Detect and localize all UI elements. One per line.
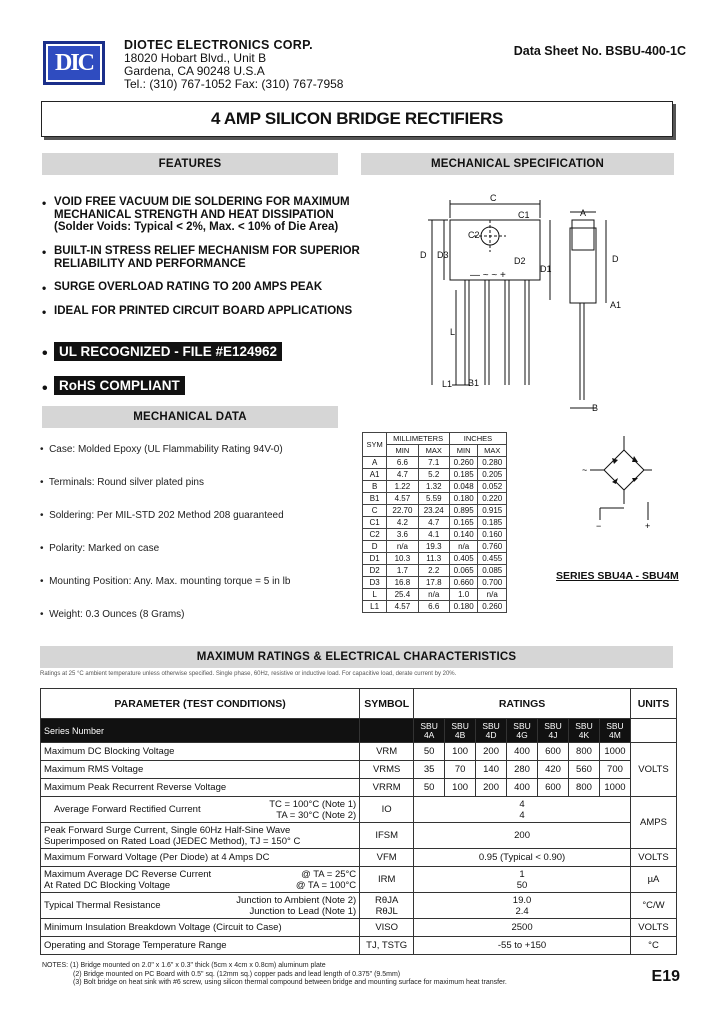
- mech-data-item: [40, 477, 204, 488]
- bullet-icon: •: [40, 609, 44, 620]
- dimension-symbol: D3: [363, 577, 387, 589]
- dimension-value: 0.052: [478, 481, 507, 493]
- thermal-values: [414, 893, 631, 919]
- dimension-value: 0.065: [449, 565, 478, 577]
- datasheet-number: Data Sheet No. BSBU-400-1C: [513, 44, 686, 58]
- series-number-label: Series Number: [41, 719, 360, 743]
- mech-data-item: [40, 543, 159, 554]
- ratings-table: [40, 688, 677, 955]
- vrm-value: 200: [476, 743, 507, 761]
- dimension-symbol: C2: [363, 529, 387, 541]
- vrm-value: 1000: [599, 743, 630, 761]
- dimension-value: n/a: [418, 589, 449, 601]
- thermal-condition: Junction to Ambient (Note 2): [236, 894, 357, 906]
- min-header: MIN: [387, 445, 418, 457]
- thermal-symbol: RθJA: [375, 894, 399, 906]
- max-header: MAX: [478, 445, 507, 457]
- series-code: SBU 4D: [476, 719, 507, 743]
- vrm-label: Maximum DC Blocking Voltage: [41, 743, 360, 761]
- plus-symbol: +: [645, 521, 651, 531]
- dimension-symbol: A1: [363, 469, 387, 481]
- series-label: SERIES SBU4A - SBU4M: [556, 570, 679, 582]
- units-blank: [630, 719, 676, 743]
- min-header: MIN: [449, 445, 478, 457]
- vrm-value: 800: [569, 743, 600, 761]
- series-code: SBU 4J: [538, 719, 569, 743]
- address-line-2: Gardena, CA 90248 U.S.A: [124, 64, 265, 78]
- tj-value: -55 to +150: [414, 937, 631, 955]
- bullet-icon: •: [42, 345, 48, 362]
- units-header: UNITS: [630, 689, 676, 719]
- dimension-row: [363, 577, 507, 589]
- vrrm-value: 200: [476, 779, 507, 797]
- feature-text: IDEAL FOR PRINTED CIRCUIT BOARD APPLICATIONS: [54, 305, 353, 317]
- vfm-symbol: VFM: [360, 849, 414, 867]
- footnotes: [42, 962, 507, 988]
- dimension-value: 23.24: [418, 505, 449, 517]
- thermal-value: 2.4: [515, 905, 529, 917]
- dimension-table: [362, 432, 507, 613]
- irm-label: At Rated DC Blocking Voltage: [44, 879, 171, 891]
- dimension-value: 1.7: [387, 565, 418, 577]
- bullet-icon: •: [42, 305, 47, 319]
- vfm-value: 0.95 (Typical < 0.90): [414, 849, 631, 867]
- phone-fax: Tel.: (310) 767-1052 Fax: (310) 767-7958: [124, 77, 344, 91]
- dimension-value: 4.57: [387, 493, 418, 505]
- tj-symbol: TJ, TSTG: [360, 937, 414, 955]
- dim-label: L: [450, 327, 456, 337]
- dimension-value: 25.4: [387, 589, 418, 601]
- vrm-value: 100: [445, 743, 476, 761]
- io-symbol: IO: [360, 797, 414, 823]
- ul-recognized-badge: UL RECOGNIZED - FILE #E124962: [54, 342, 282, 361]
- dimension-symbol: D2: [363, 565, 387, 577]
- bridge-schematic: [576, 432, 666, 532]
- dimension-value: 1.22: [387, 481, 418, 493]
- vrms-value: 700: [599, 761, 630, 779]
- vrms-value: 70: [445, 761, 476, 779]
- dimension-value: 0.185: [478, 517, 507, 529]
- dimension-row: [363, 469, 507, 481]
- dimension-value: 2.2: [418, 565, 449, 577]
- dim-label: D2: [514, 256, 526, 266]
- vfm-unit: VOLTS: [630, 849, 676, 867]
- address-line-1: 18020 Hobart Blvd., Unit B: [124, 51, 267, 65]
- feature-text: BUILT-IN STRESS RELIEF MECHANISM FOR SUPERIOR RELIABILITY AND PERFORMANCE: [54, 245, 360, 270]
- irm-cell: [41, 867, 360, 893]
- mm-header: MILLIMETERS: [387, 433, 450, 445]
- dimension-value: 0.660: [449, 577, 478, 589]
- logo-text: DIC: [48, 46, 100, 80]
- series-symbol-cell: [360, 719, 414, 743]
- irm-unit: µA: [630, 867, 676, 893]
- dimension-row: [363, 529, 507, 541]
- dimension-value: 5.2: [418, 469, 449, 481]
- symbol-header: SYMBOL: [360, 689, 414, 719]
- series-code: SBU 4A: [414, 719, 445, 743]
- series-code: SBU 4G: [507, 719, 538, 743]
- volts-unit: VOLTS: [630, 743, 676, 797]
- ifsm-symbol: IFSM: [360, 823, 414, 849]
- dimension-value: 0.455: [478, 553, 507, 565]
- dimension-value: 0.185: [449, 469, 478, 481]
- dimension-value: n/a: [449, 541, 478, 553]
- ratings-heading: MAXIMUM RATINGS & ELECTRICAL CHARACTERISTICS: [40, 646, 673, 668]
- ifsm-label: Superimposed on Rated Load (JEDEC Method), TJ = 150° C: [44, 835, 301, 847]
- dim-label: C2: [468, 230, 480, 240]
- io-values: [414, 797, 631, 823]
- dimension-value: 0.205: [478, 469, 507, 481]
- dim-label: C1: [518, 210, 530, 220]
- param-header: PARAMETER (TEST CONDITIONS): [41, 689, 360, 719]
- vrm-value: 400: [507, 743, 538, 761]
- dimension-value: 0.915: [478, 505, 507, 517]
- dimension-value: 10.3: [387, 553, 418, 565]
- vrm-symbol: VRM: [360, 743, 414, 761]
- dimension-row: [363, 601, 507, 613]
- vrrm-value: 600: [538, 779, 569, 797]
- thermal-condition: Junction to Lead (Note 1): [249, 905, 357, 917]
- irm-condition: @ TA = 100°C: [295, 879, 357, 891]
- dimension-symbol: L1: [363, 601, 387, 613]
- mech-data-text: Case: Molded Epoxy (UL Flammability Rating 94V-0): [49, 444, 283, 455]
- dimension-row: [363, 589, 507, 601]
- irm-value: 1: [519, 868, 525, 880]
- vrrm-value: 400: [507, 779, 538, 797]
- bullet-icon: •: [40, 477, 44, 488]
- bullet-icon: •: [40, 510, 44, 521]
- io-condition: TC = 100°C (Note 1): [269, 798, 357, 810]
- series-code: SBU 4M: [599, 719, 630, 743]
- dimension-symbol: C1: [363, 517, 387, 529]
- dimension-value: 0.260: [478, 601, 507, 613]
- dimension-value: 0.180: [449, 493, 478, 505]
- viso-label: Minimum Insulation Breakdown Voltage (Circuit to Case): [41, 919, 360, 937]
- mech-data-heading: MECHANICAL DATA: [42, 406, 338, 428]
- dim-label: A1: [610, 300, 622, 310]
- dimension-row: [363, 457, 507, 469]
- mech-data-text: Polarity: Marked on case: [49, 543, 160, 554]
- footnote: NOTES: (1) Bridge mounted on 2.0" x 1.6" x 0.3" thick (5cm x 4cm x 0.8cm) aluminum plate: [42, 962, 326, 969]
- bullet-icon: •: [42, 245, 47, 259]
- vrrm-label: Maximum Peak Recurrent Reverse Voltage: [41, 779, 360, 797]
- tj-unit: °C: [630, 937, 676, 955]
- dimension-symbol: B: [363, 481, 387, 493]
- sym-header: SYM: [363, 433, 387, 457]
- dimension-value: 0.760: [478, 541, 507, 553]
- mech-spec-heading: MECHANICAL SPECIFICATION: [361, 153, 674, 175]
- thermal-cell: [41, 893, 360, 919]
- vrms-value: 140: [476, 761, 507, 779]
- dimension-value: 4.1: [418, 529, 449, 541]
- dimension-value: 0.085: [478, 565, 507, 577]
- bullet-icon: •: [42, 196, 47, 210]
- io-value: 4: [519, 798, 525, 810]
- dimension-value: 17.8: [418, 577, 449, 589]
- vrms-value: 35: [414, 761, 445, 779]
- feature-item: [42, 245, 372, 270]
- dimension-value: 4.7: [418, 517, 449, 529]
- dimension-symbol: A: [363, 457, 387, 469]
- irm-symbol: IRM: [360, 867, 414, 893]
- dim-label: D: [420, 250, 427, 260]
- ifsm-cell: [41, 823, 360, 849]
- feature-item: [42, 196, 372, 234]
- dim-label: D: [612, 254, 619, 264]
- vrms-value: 560: [569, 761, 600, 779]
- in-header: INCHES: [449, 433, 506, 445]
- feature-item: [42, 305, 372, 318]
- vrrm-value: 1000: [599, 779, 630, 797]
- dimension-value: 7.1: [418, 457, 449, 469]
- mech-data-text: Weight: 0.3 Ounces (8 Grams): [49, 609, 185, 620]
- dimension-row: [363, 541, 507, 553]
- dim-label: C: [490, 193, 497, 203]
- dimension-row: [363, 505, 507, 517]
- irm-label: Maximum Average DC Reverse Current: [44, 868, 212, 880]
- dimension-value: 4.57: [387, 601, 418, 613]
- dim-label: B1: [468, 378, 480, 388]
- dimension-symbol: L: [363, 589, 387, 601]
- irm-value: 50: [516, 879, 528, 891]
- series-code: SBU 4K: [569, 719, 600, 743]
- ratings-note: Ratings at 25 °C ambient temperature unless otherwise specified. Single phase, 60Hz, resistive or inductive load. For capacitive load, derate current by 20%.: [40, 671, 457, 677]
- dimension-value: 0.895: [449, 505, 478, 517]
- mech-data-text: Mounting Position: Any. Max. mounting torque = 5 in lb: [49, 576, 291, 587]
- ifsm-value: 200: [414, 823, 631, 849]
- dimension-value: 0.165: [449, 517, 478, 529]
- page-number: E19: [651, 968, 680, 985]
- dimension-value: n/a: [387, 541, 418, 553]
- thermal-unit: °C/W: [630, 893, 676, 919]
- mech-data-item: [40, 609, 185, 620]
- dimension-value: n/a: [478, 589, 507, 601]
- vfm-label: Maximum Forward Voltage (Per Diode) at 4 Amps DC: [41, 849, 360, 867]
- feature-item: [42, 281, 372, 294]
- dimension-value: 0.160: [478, 529, 507, 541]
- dimension-row: [363, 517, 507, 529]
- company-logo: [43, 41, 105, 85]
- dimension-value: 6.6: [387, 457, 418, 469]
- dimension-value: 6.6: [418, 601, 449, 613]
- series-code: SBU 4B: [445, 719, 476, 743]
- viso-value: 2500: [414, 919, 631, 937]
- viso-symbol: VISO: [360, 919, 414, 937]
- rohs-badge: RoHS COMPLIANT: [54, 376, 185, 395]
- irm-condition: @ TA = 25°C: [301, 868, 357, 880]
- dimension-value: 19.3: [418, 541, 449, 553]
- mech-data-item: [40, 510, 284, 521]
- vrrm-value: 50: [414, 779, 445, 797]
- vrm-value: 50: [414, 743, 445, 761]
- mech-data-text: Soldering: Per MIL-STD 202 Method 208 guaranteed: [49, 510, 284, 521]
- polarity-marks: — ~ ~ +: [470, 270, 506, 281]
- tj-label: Operating and Storage Temperature Range: [41, 937, 360, 955]
- vrrm-symbol: VRRM: [360, 779, 414, 797]
- dimension-row: [363, 481, 507, 493]
- vrrm-value: 100: [445, 779, 476, 797]
- bullet-icon: •: [42, 281, 47, 295]
- feature-text: VOID FREE VACUUM DIE SOLDERING FOR MAXIMUM MECHANICAL STRENGTH AND HEAT DISSIPATION (Solder Voids: Typical < 2%, Max. < 10% of Die Area): [54, 196, 350, 233]
- dimension-value: 4.2: [387, 517, 418, 529]
- dimension-value: 0.180: [449, 601, 478, 613]
- vrm-value: 600: [538, 743, 569, 761]
- ifsm-label: Peak Forward Surge Current, Single 60Hz Half-Sine Wave: [44, 824, 291, 836]
- vrms-symbol: VRMS: [360, 761, 414, 779]
- dim-label: B: [592, 403, 599, 413]
- dim-label: L1: [442, 379, 453, 389]
- thermal-label: Typical Thermal Resistance: [44, 900, 161, 911]
- irm-values: [414, 867, 631, 893]
- dimension-value: 22.70: [387, 505, 418, 517]
- dimension-value: 0.260: [449, 457, 478, 469]
- ratings-header: RATINGS: [414, 689, 631, 719]
- minus-symbol: −: [596, 521, 602, 531]
- dimension-row: [363, 493, 507, 505]
- viso-unit: VOLTS: [630, 919, 676, 937]
- dimension-symbol: D: [363, 541, 387, 553]
- thermal-value: 19.0: [512, 894, 532, 906]
- footnote: (2) Bridge mounted on PC Board with 0.5" sq. (12mm sq.) copper pads and lead length of 0.375" (9.5mm): [73, 970, 401, 978]
- io-condition: TA = 30°C (Note 2): [276, 809, 357, 821]
- mech-data-text: Terminals: Round silver plated pins: [48, 477, 204, 488]
- bullet-icon: •: [40, 444, 44, 455]
- dimension-row: [363, 553, 507, 565]
- dimension-value: 1.0: [449, 589, 478, 601]
- bullet-icon: •: [40, 576, 44, 587]
- dimension-symbol: C: [363, 505, 387, 517]
- dimension-value: 1.32: [418, 481, 449, 493]
- company-info: [124, 39, 343, 91]
- dimension-value: 0.405: [449, 553, 478, 565]
- mech-data-item: [40, 444, 283, 455]
- dimension-value: 0.140: [449, 529, 478, 541]
- max-header: MAX: [418, 445, 449, 457]
- ac-symbol: ~: [582, 465, 588, 475]
- page-title: 4 AMP SILICON BRIDGE RECTIFIERS: [41, 101, 673, 137]
- dim-label: D1: [540, 264, 552, 274]
- dimension-value: 5.59: [418, 493, 449, 505]
- thermal-symbol: RθJL: [375, 905, 398, 917]
- thermal-symbols: [360, 893, 414, 919]
- dimension-value: 11.3: [418, 553, 449, 565]
- vrms-value: 420: [538, 761, 569, 779]
- bullet-icon: •: [42, 380, 48, 397]
- amps-unit: AMPS: [630, 797, 676, 849]
- dimension-value: 0.280: [478, 457, 507, 469]
- dimension-value: 0.048: [449, 481, 478, 493]
- dimension-symbol: D1: [363, 553, 387, 565]
- dimension-value: 0.700: [478, 577, 507, 589]
- mech-data-item: [40, 576, 290, 587]
- package-outline-drawing: [410, 190, 630, 420]
- features-heading: FEATURES: [42, 153, 338, 175]
- io-value: 4: [519, 809, 525, 821]
- dimension-value: 3.6: [387, 529, 418, 541]
- dimension-row: [363, 565, 507, 577]
- io-cell: [41, 797, 360, 823]
- io-label: Average Forward Rectified Current: [54, 804, 201, 815]
- dimension-value: 0.220: [478, 493, 507, 505]
- dimension-value: 4.7: [387, 469, 418, 481]
- dimension-symbol: B1: [363, 493, 387, 505]
- bullet-icon: •: [40, 543, 44, 554]
- dim-label: A: [580, 208, 587, 218]
- dim-label: D3: [437, 250, 449, 260]
- vrms-label: Maximum RMS Voltage: [41, 761, 360, 779]
- vrrm-value: 800: [569, 779, 600, 797]
- footnote: (3) Bolt bridge on heat sink with #6 screw, using silicon thermal compound between bridge and mounting surface for maximum heat transfer.: [73, 979, 507, 986]
- vrms-value: 280: [507, 761, 538, 779]
- company-name: DIOTEC ELECTRONICS CORP.: [124, 38, 313, 52]
- dimension-value: 16.8: [387, 577, 418, 589]
- feature-text: SURGE OVERLOAD RATING TO 200 AMPS PEAK: [54, 281, 323, 293]
